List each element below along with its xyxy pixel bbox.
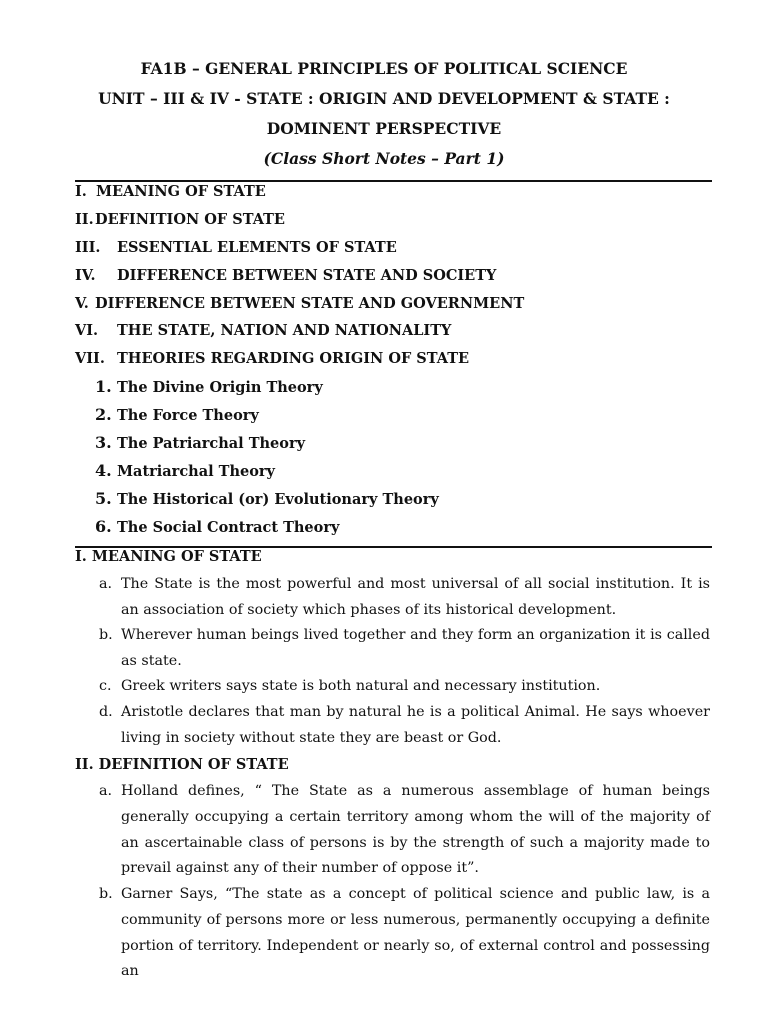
list-marker: a. [99,576,113,592]
toc-item-number: I. [75,183,87,200]
toc-theory-item [95,489,439,508]
toc-item [75,211,285,228]
toc-item [75,322,451,339]
toc-item-number: IV. [75,267,96,284]
list-item-text: Garner Says, “The state as a concept of political science and public law, is a community of persons more or less numerous, permanently occupying a definite portion of territory. Independent or nearly so, of external control and possessing an [121,886,710,980]
list-marker: d. [99,704,113,720]
list-item-text: The State is the most powerful and most universal of all social institution. It is an association of society which phases of its historical development. [121,576,710,618]
toc-theory-number: 6. [95,517,112,536]
list-item [99,623,710,675]
toc-item [75,267,496,284]
section-heading-meaning: I. MEANING OF STATE [75,548,262,565]
toc-item [75,295,524,312]
toc-item-label: THE STATE, NATION AND NATIONALITY [117,322,452,339]
toc-theory-label: The Social Contract Theory [117,519,340,536]
document-unit-title-continued: DOMINENT PERSPECTIVE [266,119,502,138]
toc-item-label: DEFINITION OF STATE [95,211,285,228]
list-item [99,674,710,700]
list-item [99,700,710,752]
toc-theory-label: Matriarchal Theory [117,463,275,480]
toc-item-label: THEORIES REGARDING ORIGIN OF STATE [117,350,470,367]
toc-theory-number: 2. [95,405,112,424]
toc-item-label: MEANING OF STATE [96,183,266,200]
list-item-text: Aristotle declares that man by natural he is a political Animal. He says whoever living in society without state they are beast or God. [121,704,710,746]
toc-item-number: VII. [75,350,105,367]
list-marker: c. [99,678,112,694]
list-item-text: Wherever human beings lived together and they form an organization it is called as state. [121,627,710,669]
toc-item [75,239,397,256]
list-item-text: Holland defines, “ The State as a numerous assemblage of human beings generally occupying a certain territory among whom the will of the majority of an ascertainable class of persons is by the strength of such a majority made to prevail against any of their number of oppose it”. [121,783,710,877]
list-item [99,882,710,985]
toc-theory-item [95,377,323,396]
toc-theory-number: 4. [95,461,112,480]
toc-item-label: ESSENTIAL ELEMENTS OF STATE [117,239,397,256]
list-marker: b. [99,627,113,643]
list-item [99,779,710,882]
toc-item-number: III. [75,239,101,256]
toc-theory-item [95,461,275,480]
list-marker: b. [99,886,113,902]
toc-item-number: VI. [75,322,99,339]
toc-theory-number: 5. [95,489,112,508]
toc-item [75,350,469,367]
list-item [99,572,710,624]
list-item-text: Greek writers says state is both natural and necessary institution. [121,678,601,694]
toc-item-number: V. [75,295,89,312]
section-heading-definition: II. DEFINITION OF STATE [75,756,289,773]
toc-theory-label: The Divine Origin Theory [117,379,323,396]
toc-theory-number: 1. [95,377,112,396]
document-title: FA1B – GENERAL PRINCIPLES OF POLITICAL SCIENCE [140,59,628,78]
toc-theory-item [95,433,305,452]
toc-theory-item [95,405,259,424]
toc-theory-label: The Historical (or) Evolutionary Theory [117,491,439,508]
toc-item-number: II. [75,211,94,228]
document-subtitle: (Class Short Notes – Part 1) [263,149,505,168]
divider-top [75,180,712,182]
toc-item [75,183,266,200]
toc-theory-number: 3. [95,433,112,452]
toc-theory-label: The Force Theory [117,407,259,424]
toc-item-label: DIFFERENCE BETWEEN STATE AND SOCIETY [117,267,497,284]
list-marker: a. [99,783,113,799]
document-unit-title: UNIT – III & IV - STATE : ORIGIN AND DEVELOPMENT & STATE : [98,89,670,108]
toc-theory-label: The Patriarchal Theory [117,435,306,452]
toc-theory-item [95,517,339,536]
toc-item-label: DIFFERENCE BETWEEN STATE AND GOVERNMENT [95,295,525,312]
